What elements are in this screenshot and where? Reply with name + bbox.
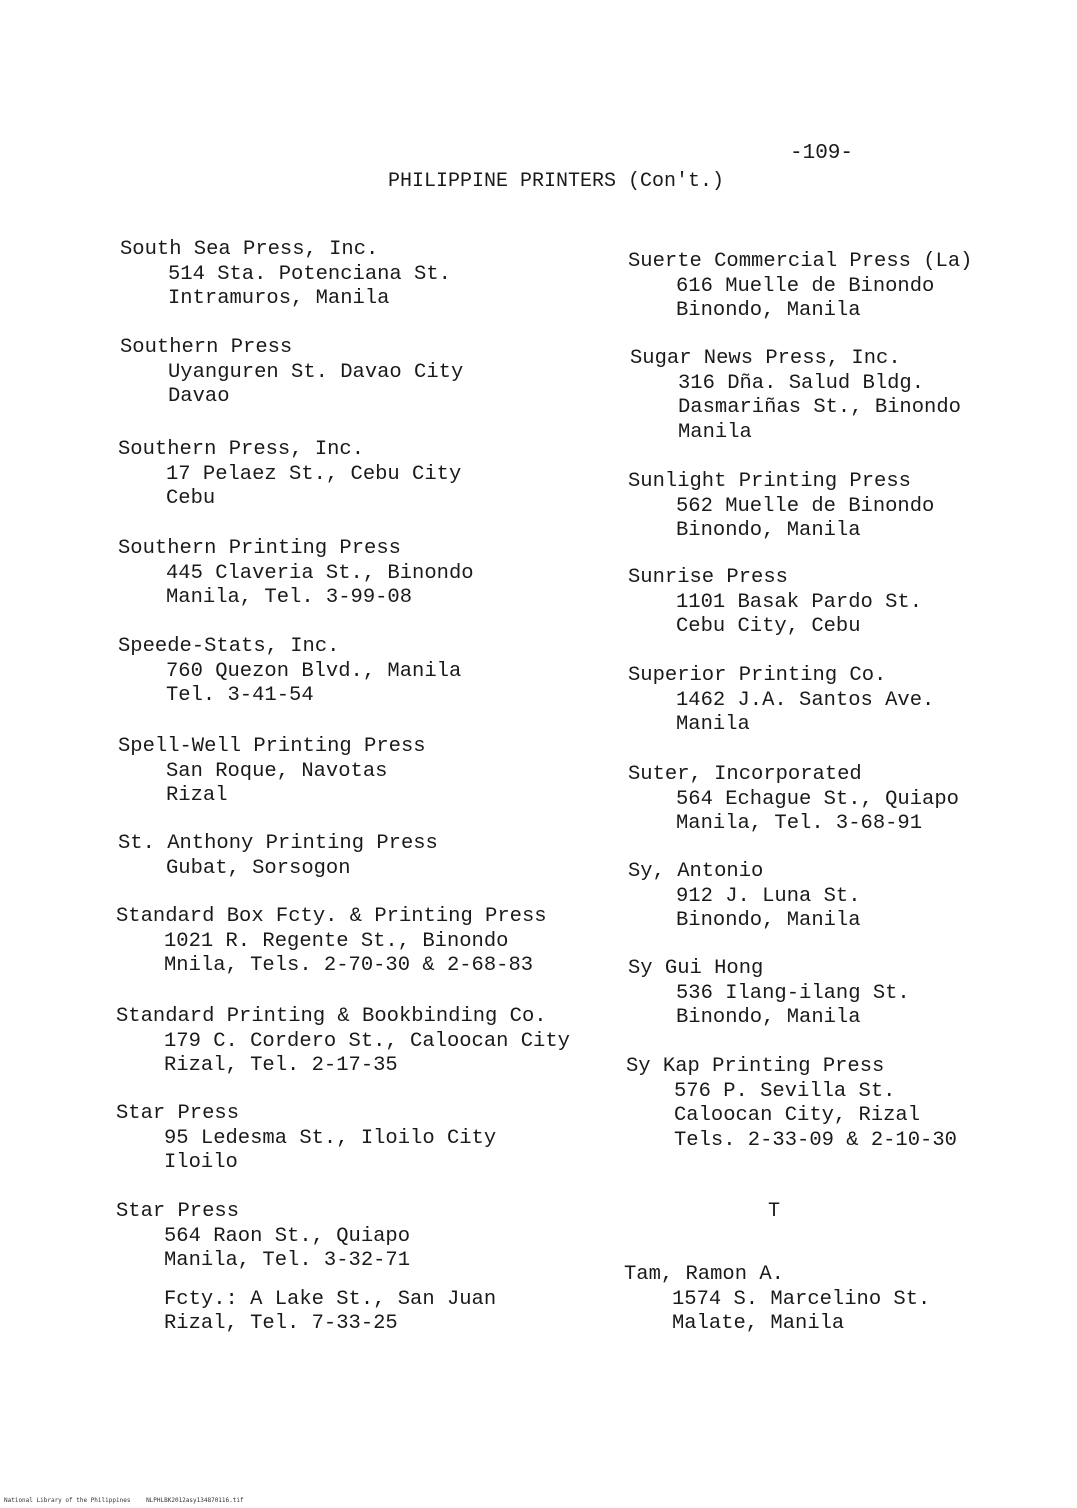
list-item: [628, 566, 922, 640]
address-line: Davao: [168, 385, 230, 408]
list-item: [118, 438, 461, 512]
address-line: Manila, Tel. 3-32-71: [164, 1249, 411, 1272]
address-line: 1574 S. Marcelino St.: [672, 1287, 931, 1311]
list-item: [116, 905, 547, 979]
address-line: Manila, Tel. 3-99-08: [166, 586, 413, 609]
address-line: 912 J. Luna St.: [676, 884, 861, 908]
address-line: Dasmariñas St., Binondo: [678, 396, 961, 419]
list-item: [626, 1055, 957, 1153]
address-line: Iloilo: [164, 1151, 238, 1174]
list-item: [118, 832, 438, 881]
address-line: 564 Raon St., Quiapo: [164, 1224, 411, 1248]
list-item: [116, 1102, 496, 1176]
printer-name: Star Press: [116, 1102, 240, 1125]
list-item: [628, 250, 972, 324]
list-item: [120, 238, 451, 312]
address-line: 514 Sta. Potenciana St.: [168, 262, 451, 286]
address-line: 179 C. Cordero St., Caloocan City: [164, 1029, 570, 1053]
scan-footer: [4, 1497, 256, 1505]
section-letter: T: [768, 1200, 781, 1223]
printer-name: Superior Printing Co.: [628, 664, 887, 687]
printer-name: Sy Kap Printing Press: [626, 1055, 885, 1078]
printer-name: Sunlight Printing Press: [628, 470, 911, 493]
address-line: Binondo, Manila: [676, 909, 861, 932]
printer-name: Speede-Stats, Inc.: [118, 635, 340, 658]
address-line: 760 Quezon Blvd., Manila: [166, 659, 462, 683]
page-number: -109-: [790, 142, 854, 165]
address-line: Binondo, Manila: [676, 1006, 861, 1029]
address-line: 1101 Basak Pardo St.: [676, 590, 923, 614]
address-line: 1462 J.A. Santos Ave.: [676, 688, 935, 712]
address-line: Tel. 3-41-54: [166, 684, 314, 707]
list-item: [118, 635, 461, 709]
address-line: Fcty.: A Lake St., San Juan: [164, 1287, 497, 1311]
list-item: [628, 763, 959, 837]
footer-library: National Library of the Philippines: [4, 1497, 131, 1504]
printer-name: Sunrise Press: [628, 566, 788, 589]
printer-name: Southern Press: [120, 336, 293, 359]
address-line: Mnila, Tels. 2-70-30 & 2-68-83: [164, 954, 534, 977]
address-line: Binondo, Manila: [676, 519, 861, 542]
address-line: Tels. 2-33-09 & 2-10-30: [674, 1128, 957, 1152]
printer-name: Southern Press, Inc.: [118, 438, 365, 461]
address-line: Gubat, Sorsogon: [166, 856, 351, 880]
address-line: Cebu: [166, 487, 216, 510]
address-line: 17 Pelaez St., Cebu City: [166, 462, 462, 486]
printer-name: Suter, Incorporated: [628, 763, 862, 786]
address-line: Uyanguren St. Davao City: [168, 360, 464, 384]
printer-name: St. Anthony Printing Press: [118, 832, 438, 855]
address-line: Manila: [676, 713, 750, 736]
address-line: Rizal, Tel. 7-33-25: [164, 1312, 398, 1335]
printer-name: Star Press: [116, 1200, 240, 1223]
printer-name: Suerte Commercial Press (La): [628, 250, 973, 273]
printer-name: Standard Printing & Bookbinding Co.: [116, 1005, 547, 1028]
list-item: [116, 1005, 570, 1079]
printer-name: South Sea Press, Inc.: [120, 238, 379, 261]
list-item: [630, 347, 961, 445]
list-item: [624, 1263, 930, 1337]
printer-name: Sy Gui Hong: [628, 957, 764, 980]
page-title: PHILIPPINE PRINTERS (Con't.): [388, 170, 725, 193]
address-line: 316 Dña. Salud Bldg.: [678, 371, 925, 395]
address-line: 562 Muelle de Binondo: [676, 494, 935, 518]
printer-name: Tam, Ramon A.: [624, 1263, 784, 1286]
address-line: 95 Ledesma St., Iloilo City: [164, 1126, 497, 1150]
spacer: [116, 1274, 496, 1288]
footer-file: NLPHLBK2012asy134870116.tif: [146, 1497, 244, 1504]
address-line: Rizal: [166, 784, 228, 807]
address-line: Intramuros, Manila: [168, 287, 390, 310]
printer-name: Sy, Antonio: [628, 860, 764, 883]
address-line: Binondo, Manila: [676, 299, 861, 322]
address-line: Manila, Tel. 3-68-91: [676, 812, 923, 835]
address-line: San Roque, Navotas: [166, 759, 388, 783]
address-line: 564 Echague St., Quiapo: [676, 787, 959, 811]
printer-name: Sugar News Press, Inc.: [630, 347, 901, 370]
list-item: [628, 470, 934, 544]
printer-name: Southern Printing Press: [118, 537, 401, 560]
printer-name: Standard Box Fcty. & Printing Press: [116, 905, 547, 928]
address-line: 616 Muelle de Binondo: [676, 274, 935, 298]
list-item: [120, 336, 463, 410]
list-item: [116, 1200, 496, 1337]
address-line: Caloocan City, Rizal: [674, 1104, 921, 1127]
list-item: [628, 860, 861, 934]
list-item: [118, 735, 426, 809]
address-line: Cebu City, Cebu: [676, 615, 861, 638]
address-line: Rizal, Tel. 2-17-35: [164, 1054, 398, 1077]
list-item: [628, 957, 910, 1031]
printer-name: Spell-Well Printing Press: [118, 735, 426, 758]
list-item: [628, 664, 934, 738]
address-line: 576 P. Sevilla St.: [674, 1079, 896, 1103]
address-line: Malate, Manila: [672, 1312, 845, 1335]
address-line: 445 Claveria St., Binondo: [166, 561, 474, 585]
address-line: Manila: [678, 420, 752, 444]
address-line: 1021 R. Regente St., Binondo: [164, 929, 509, 953]
address-line: 536 Ilang-ilang St.: [676, 981, 910, 1005]
list-item: [118, 537, 474, 611]
